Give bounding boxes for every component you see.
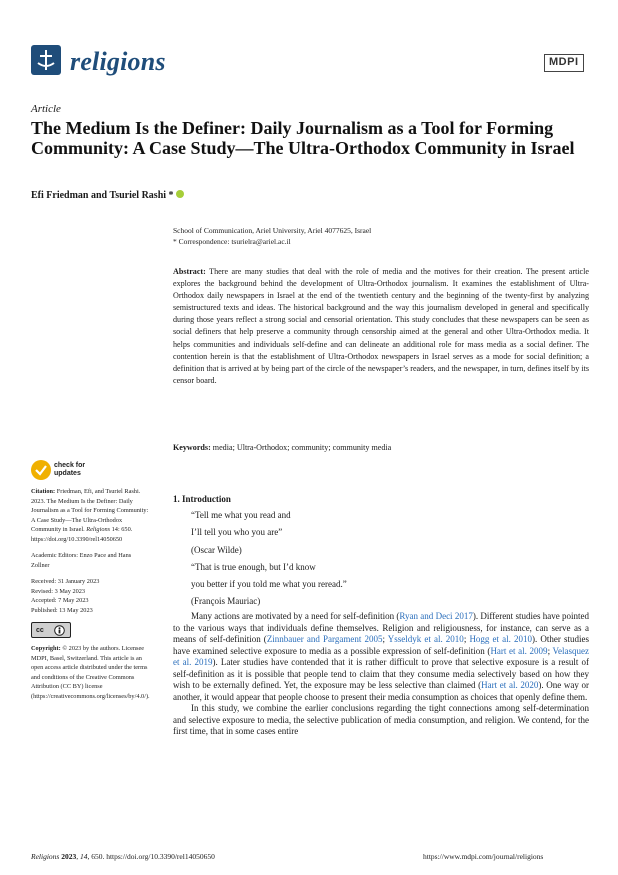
keywords: [173, 442, 589, 454]
keywords-text: media; Ultra-Orthodox; community; community media: [212, 443, 392, 452]
text-run: Many actions are motivated by a need for self-definition (: [191, 611, 400, 621]
text-run: ). Different studies have pointed to the various ways that individuals define themselves. Religion and religiousness, for instance, can serve as a means of self-definition (: [173, 611, 589, 644]
epigraph-line: “Tell me what you read and: [191, 510, 291, 520]
sidebar: [31, 487, 151, 708]
text-run: ;: [463, 634, 470, 644]
article-title: The Medium Is the Definer: Daily Journalism as a Tool for Forming Community: A Case Study—The Ultra-Orthodox Community in Israel: [31, 118, 575, 158]
copyright-label: Copyright:: [31, 645, 61, 652]
abstract-label: Abstract:: [173, 267, 206, 276]
epigraph-line: you better if you told me what you reread.”: [191, 579, 347, 589]
citation-link[interactable]: Zinnbauer and Pargament 2005: [266, 634, 383, 644]
citation-link[interactable]: Ryan and Deci 2017: [399, 611, 473, 621]
abstract-text: There are many studies that deal with the role of media and the motives for their creation. The present article explores the background behind the development of Ultra-Orthodox journalism. It examines the establishment of Ultra-Orthodox daily newspapers in Israel at the end of the twentieth century and the beginning of the twenty-first by analyzing semistructured texts and ideas. The historical background and the way this journalism developed in general and specifically during those years reflect a strong social and censorial orientation. This study concludes that these newspapers can be seen as social definers that help preserve a community through censorship aimed at the general and other Ultra-Orthodox media. It helps communities and individuals self-define and can delineate an additional role for mass media as a social definer. The contention herein is that the establishment of Ultra-Orthodox newspapers in Israel serves as a mode for social definition; a definition that is arrived at by being part of the circle of the newspaper’s readers, and the newspaper, in turn, defines itself by its censor board.: [173, 267, 589, 385]
correspondence: * Correspondence: tsurielra@ariel.ac.il: [173, 237, 291, 246]
date-accepted: Accepted: 7 May 2023: [31, 597, 89, 604]
epigraph-line: (François Mauriac): [191, 596, 261, 606]
body-text: [173, 611, 589, 738]
text-run: ). Later studies have contended that it is rather difficult to prove that selective exposure is a result of self-definition as it is possible that people tend to claim that they consume media selectively based on how they wish to be externally defined. Yet, the exposure may be less selective than claimed (: [173, 657, 590, 690]
citation-journal: Religions: [86, 526, 111, 533]
footer-volume: 14: [79, 852, 88, 861]
citation: [31, 487, 151, 544]
citation-doi[interactable]: 14: 650. https://doi.org/10.3390/rel14050650: [31, 526, 133, 543]
citation-link[interactable]: Hogg et al. 2010: [469, 634, 533, 644]
text-run: ). One way or another, it would appear that people choose to present their media consumption as choices that openly define them.: [173, 680, 590, 702]
paragraph: In this study, we combine the earlier conclusions regarding the tight connections among self-determination and selective exposure to media, the selective publication of media consumption, and religion. We contend, for the first time, that in some cases entire: [173, 703, 589, 736]
footer-citation: Religions 2023, 14, 650. https://doi.org/10.3390/rel14050650: [31, 852, 215, 861]
keywords-label: Keywords:: [173, 443, 211, 452]
date-revised: Revised: 3 May 2023: [31, 587, 86, 595]
text-run: ;: [382, 634, 388, 644]
dates: [31, 577, 151, 615]
text-run: ). Other studies have examined selective exposure to media as a possible expression of self-definition (: [173, 634, 589, 656]
citation-link[interactable]: Velasquez et al. 2019: [173, 645, 590, 667]
footer-journal-url[interactable]: https://www.mdpi.com/journal/religions: [423, 852, 544, 861]
check-updates-line1: check for: [54, 462, 86, 469]
academic-editors: Academic Editors: Enzo Pace and Hans Zollner: [31, 552, 132, 569]
citation-link[interactable]: Hart et al. 2020: [481, 680, 539, 690]
section-heading-introduction: 1. Introduction: [173, 494, 231, 504]
check-updates-icon[interactable]: [31, 460, 51, 480]
citation-link[interactable]: Hart et al. 2009: [490, 645, 548, 656]
article-type: Article: [31, 103, 61, 115]
footer-doi[interactable]: , 650. https://doi.org/10.3390/rel14050650: [87, 852, 215, 861]
citation-label: Citation:: [31, 488, 56, 495]
copyright: [31, 644, 151, 701]
text-run: ;: [547, 645, 553, 656]
journal-name: religions: [70, 47, 166, 76]
author-names: Efi Friedman and Tsuriel Rashi *: [31, 190, 174, 201]
footer-journal: Religions: [31, 852, 60, 861]
journal-logo-icon: [31, 45, 61, 75]
orcid-icon[interactable]: [176, 190, 184, 198]
copyright-text: © 2023 by the authors. Licensee MDPI, Basel, Switzerland. This article is an open access article distributed under the terms and conditions of the Creative Commons Attribution (CC BY) license (https://creativecommons.org/licenses/by/4.0/).: [31, 645, 150, 700]
footer-year: 2023: [61, 852, 77, 861]
date-published: Published: 13 May 2023: [31, 606, 93, 614]
cc-by-license-icon[interactable]: [31, 622, 71, 638]
citation-text: Friedman, Efi, and Tsuriel Rashi. 2023. The Medium Is the Definer: Daily Journalism as a Tool for Forming Community: A Case Study—The Ultra-Orthodox Community in Israel.: [31, 488, 149, 533]
authors: [31, 190, 184, 201]
epigraph-line: I’ll tell you who you are”: [191, 527, 283, 537]
publisher-logo: MDPI: [544, 54, 584, 72]
paragraph: [173, 611, 589, 703]
epigraph-line: “That is true enough, but I’d know: [191, 562, 316, 572]
abstract: [173, 266, 589, 387]
check-updates-button[interactable]: [54, 462, 85, 478]
epigraph-line: (Oscar Wilde): [191, 545, 242, 555]
citation-link[interactable]: Ysseldyk et al. 2010: [387, 634, 464, 644]
check-updates-line2: updates: [54, 470, 81, 477]
affiliation: School of Communication, Ariel University, Ariel 4077625, Israel: [173, 226, 372, 235]
cc-badge-text: cc: [36, 627, 44, 634]
date-received: Received: 31 January 2023: [31, 578, 100, 585]
